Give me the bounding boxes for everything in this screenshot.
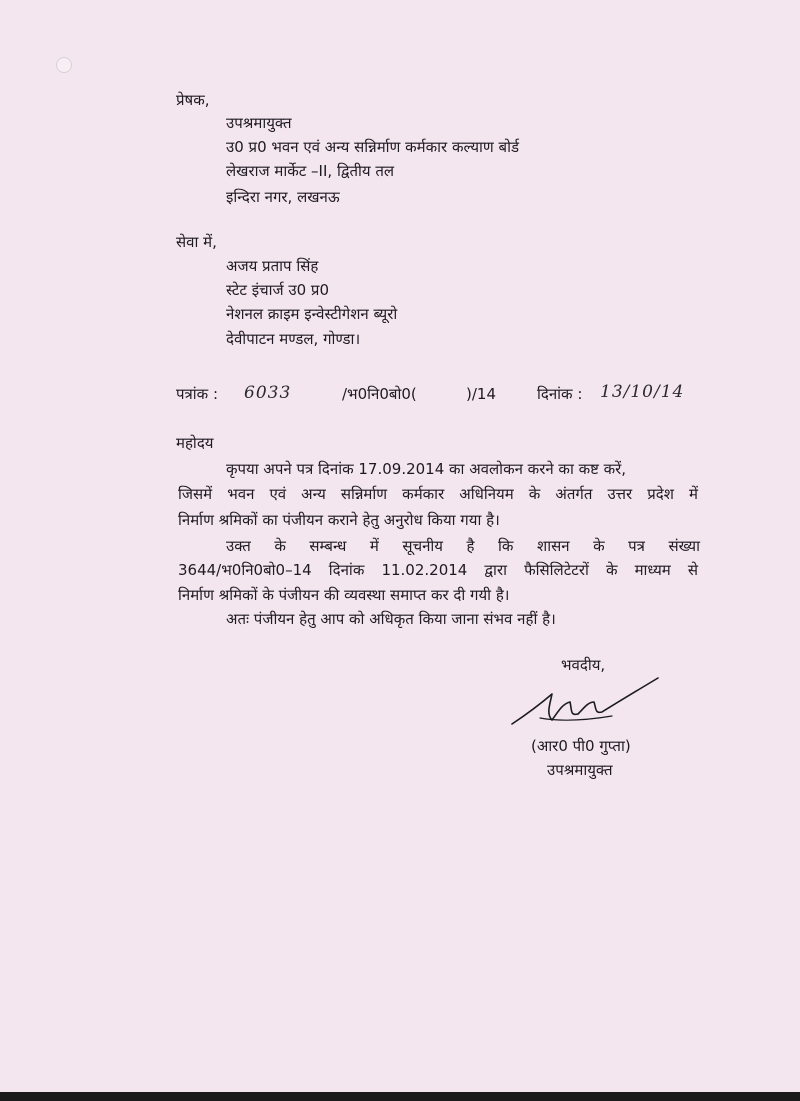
recipient-name: अजय प्रताप सिंह <box>226 257 319 275</box>
para3: अतः पंजीयन हेतु आप को अधिकृत किया जाना संभव नहीं है। <box>226 610 556 628</box>
signature <box>500 672 670 734</box>
signatory-name: (आर0 पी0 गुप्ता) <box>531 737 631 755</box>
reference-label: पत्रांक : <box>176 385 219 403</box>
sender-label: प्रेषक, <box>176 91 210 109</box>
date-handwritten: 13/10/14 <box>600 382 685 402</box>
signatory-designation: उपश्रमायुक्त <box>547 761 613 779</box>
para2-line2: 3644/भ0नि0बो0–14 दिनांक 11.02.2014 द्वारा फैसिलिटेटरों के माध्यम से <box>178 561 698 579</box>
sender-address-line1: लेखराज मार्केट –II, द्वितीय तल <box>226 162 395 180</box>
signature-stroke <box>512 678 658 724</box>
recipient-label: सेवा में, <box>176 233 217 251</box>
reference-code: /भ0नि0बो0( <box>342 385 417 403</box>
sender-designation: उपश्रमायुक्त <box>226 114 292 132</box>
punch-hole-mark <box>56 57 72 73</box>
salutation: महोदय <box>176 434 214 452</box>
para1-line2: जिसमें भवन एवं अन्य सन्निर्माण कर्मकार अधिनियम के अंतर्गत उत्तर प्रदेश में <box>178 485 698 503</box>
sender-organization: उ0 प्र0 भवन एवं अन्य सन्निर्माण कर्मकार कल्याण बोर्ड <box>226 138 520 156</box>
recipient-address: देवीपाटन मण्डल, गोण्डा। <box>226 330 361 348</box>
recipient-designation: स्टेट इंचार्ज उ0 प्र0 <box>226 281 330 299</box>
para1-line1: कृपया अपने पत्र दिनांक 17.09.2014 का अवलोकन करने का कष्ट करें, <box>226 460 627 478</box>
valediction: भवदीय, <box>561 656 606 674</box>
sender-address-line2: इन्दिरा नगर, लखनऊ <box>226 188 340 206</box>
para2-line1: उक्त के सम्बन्ध में सूचनीय है कि शासन के पत्र संख्या <box>226 537 700 555</box>
recipient-organization: नेशनल क्राइम इन्वेस्टीगेशन ब्यूरो <box>226 305 398 323</box>
reference-year: )/14 <box>466 385 496 403</box>
para2-line3: निर्माण श्रमिकों के पंजीयन की व्यवस्था समाप्त कर दी गयी है। <box>178 586 510 604</box>
scan-bottom-edge <box>0 1092 800 1101</box>
reference-number-handwritten: 6033 <box>244 383 292 403</box>
para1-line3: निर्माण श्रमिकों का पंजीयन कराने हेतु अनुरोध किया गया है। <box>178 511 500 529</box>
date-label: दिनांक : <box>537 385 583 403</box>
